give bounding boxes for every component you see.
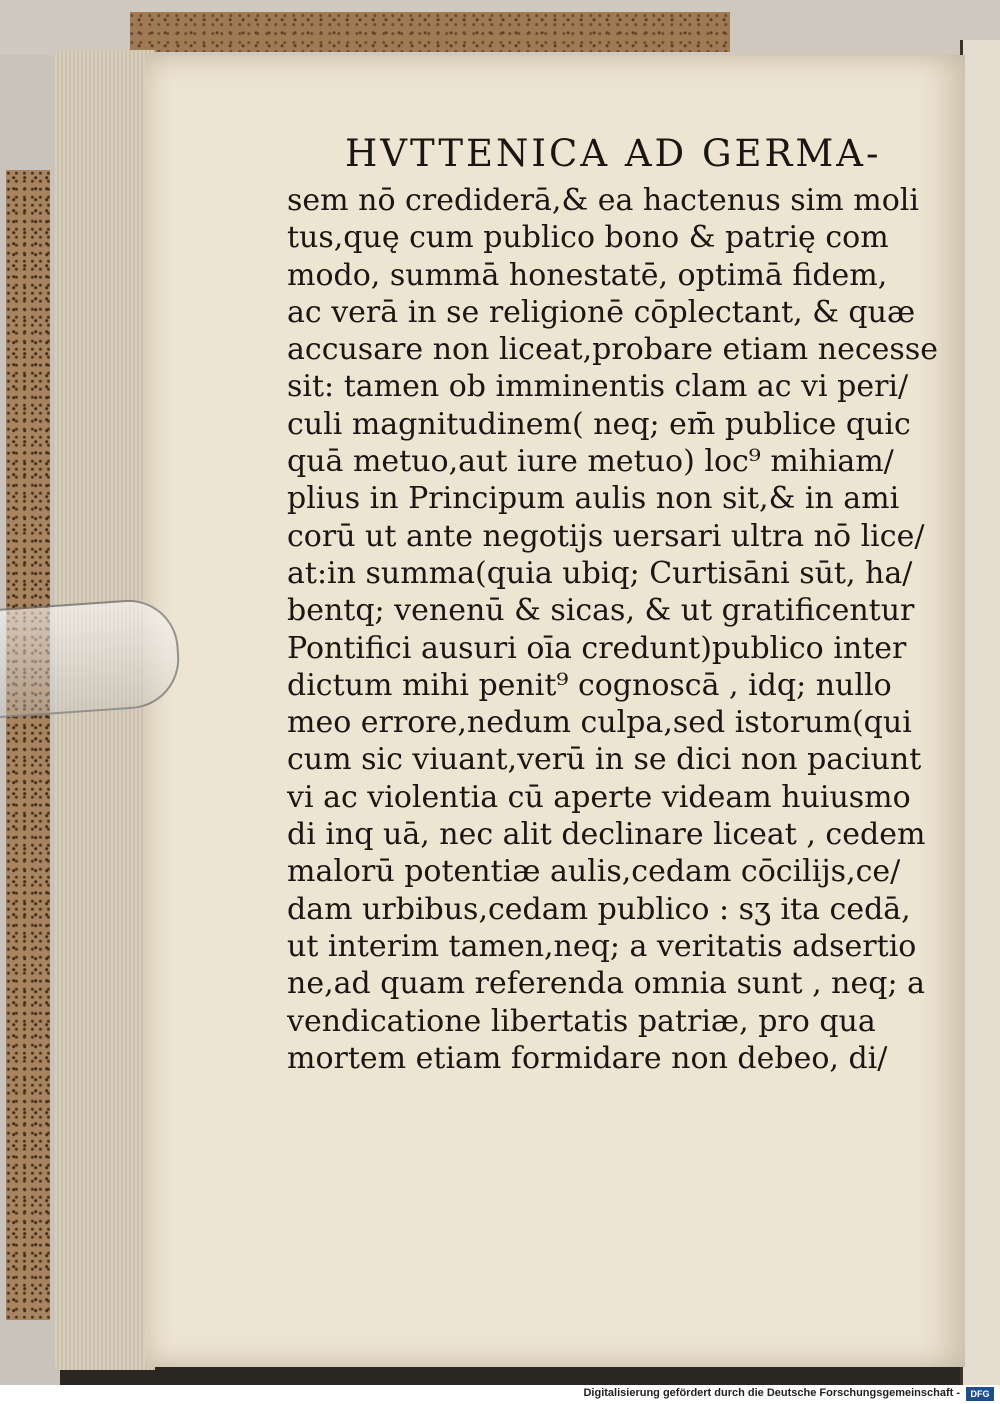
text-line: quā metuo,aut iure metuo) loc⁹ mihiam/ [287, 444, 894, 480]
text-line: corū ut ante negotijs uersari ultra nō lice/ [287, 518, 925, 554]
text-line: dictum mihi penit⁹ cognoscā , idq; nullo [287, 667, 892, 703]
text-line: vendicatione libertatis patriæ, pro qua [287, 1003, 876, 1039]
clip-body [0, 597, 183, 719]
marbled-endpaper-left [6, 170, 50, 1320]
text-line: dam urbibus,cedam publico : sʒ ita cedā, [287, 891, 911, 927]
text-line: sem nō crediderā,& ea hactenus sim moli [287, 183, 919, 218]
text-line: meo errore,nedum culpa,sed istorum(qui [287, 705, 912, 741]
text-line: vi ac violentia cū aperte videam huiusmo [287, 779, 911, 815]
text-line: ne,ad quam referenda omnia sunt , neq; a [287, 966, 925, 1002]
text-line: accusare non liceat,probare etiam necesse [287, 332, 938, 368]
text-line: malorū potentiæ aulis,cedam cōcilijs,ce/ [287, 854, 901, 890]
text-line: Pontifici ausuri oīa credunt)publico inter [287, 630, 907, 666]
text-line: di inq uā, nec alit declinare liceat , cedem [287, 817, 926, 853]
text-line: ut interim tamen,neq; a veritatis adsertio [287, 928, 917, 964]
facing-page-edge [960, 40, 1000, 1385]
text-line: culi magnitudinem( neq; em̄ publice quic [287, 406, 911, 442]
page-clip [0, 603, 175, 713]
text-line: sit: tamen ob imminentis clam ac vi peri/ [287, 369, 909, 405]
text-line: ac verā in se religionē cōplectant, & quæ [287, 294, 916, 330]
text-line: at:in summa(quia ubiq; Curtisāni sūt, ha/ [287, 555, 913, 591]
text-line: mortem etiam formidare non debeo, di/ [287, 1040, 888, 1076]
text-block [287, 182, 938, 1077]
text-line: bentq; venenū & sicas, & ut gratificentur [287, 593, 915, 629]
running-head: HVTTENICA AD GERMA- [345, 132, 882, 175]
marbled-endpaper-top [130, 12, 730, 52]
text-line: cum sic viuant,verū in se dici non paciunt [287, 742, 922, 778]
funding-credit: Digitalisierung gefördert durch die Deutsche Forschungsgemeinschaft - [583, 1387, 960, 1399]
footer-bar [0, 1385, 1000, 1404]
text-line: plius in Principum aulis non sit,& in ami [287, 481, 900, 517]
dfg-logo: DFG [966, 1387, 994, 1401]
text-line: modo, summā honestatē, optimā fidem, [287, 257, 888, 293]
text-line: tus,quę cum publico bono & patrię com [287, 220, 889, 256]
